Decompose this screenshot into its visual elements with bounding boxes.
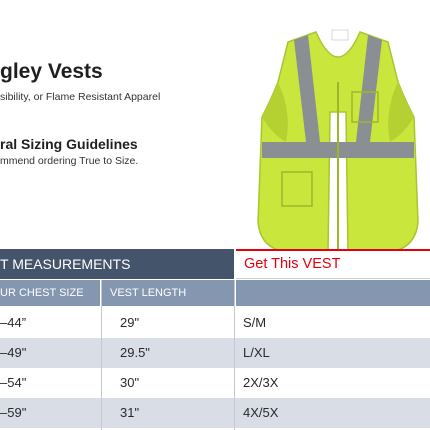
measurements-header-label: T MEASUREMENTS [0,256,131,272]
table-row [0,338,430,368]
vest-header [236,249,430,279]
sizing-guidelines-title: ral Sizing Guidelines [0,136,138,152]
vest-size-column-header [236,280,430,306]
chest-size-cell: –49" [0,345,27,360]
vest-length-cell: 30" [120,375,140,390]
page-subtitle: sibility, or Flame Resistant Apparel [0,91,161,103]
chest-size-cell: –59" [0,405,27,420]
chest-size-column-header [0,280,100,306]
vest-size-cell: 4X/5X [243,405,279,420]
vest-length-column-header [102,280,234,306]
chest-size-cell: –44” [0,315,27,330]
vest-length-cell: 31" [120,405,140,420]
table-row [0,368,430,398]
vest-size-cell: 2X/3X [243,375,279,390]
vest-length-cell: 29" [120,315,140,330]
column-divider [234,280,235,430]
chest-size-cell: –54" [0,375,27,390]
table-row [0,398,430,428]
vest-size-cell: S/M [243,315,267,330]
vest-length-cell: 29.5" [120,345,150,360]
vest-header-label: Get This VEST [244,255,341,272]
column-divider [101,280,102,430]
safety-vest-image [248,22,428,262]
vest-header-accent [236,249,430,251]
sizing-guidelines-text: mmend ordering True to Size. [0,155,139,167]
table-row [0,308,430,338]
page-title: gley Vests [0,60,103,83]
vest-length-column-label: VEST LENGTH [110,287,187,299]
chest-size-column-label: UR CHEST SIZE [0,287,84,299]
vest-size-cell: L/XL [243,345,270,360]
measurements-header [0,249,234,279]
